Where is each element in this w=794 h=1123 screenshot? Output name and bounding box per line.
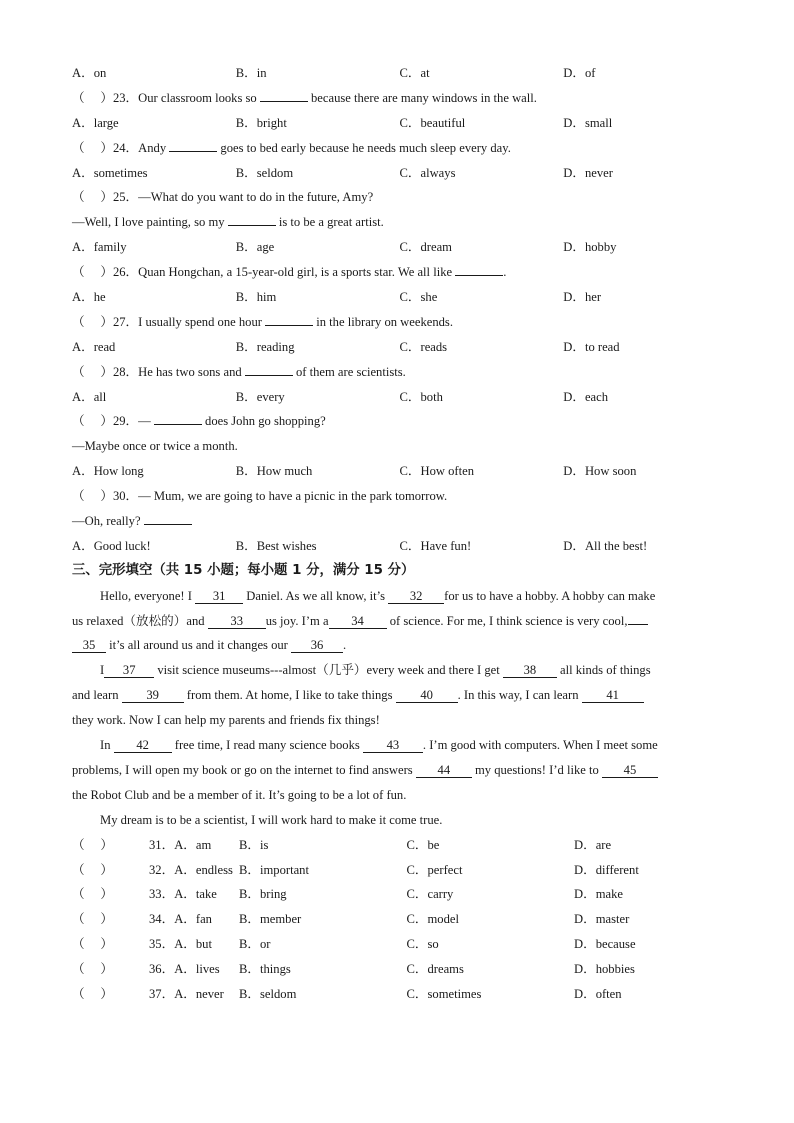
question-30	[72, 484, 727, 509]
option-b: B．bright	[235, 115, 287, 130]
option-d: D．never	[563, 165, 613, 180]
q27-options	[72, 335, 727, 360]
question-text: does John go shopping?	[201, 414, 326, 429]
q24-options	[72, 161, 727, 186]
blank-number: 42	[114, 738, 172, 753]
cloze-text: . In this way, I can learn	[457, 688, 582, 703]
choice-row-34	[72, 907, 727, 932]
blank-number: 31	[195, 589, 243, 604]
question-text: 28．He has two sons and	[112, 364, 245, 379]
option-d: D．because	[574, 937, 636, 952]
option-d: D．hobby	[563, 240, 617, 255]
question-text: 25．—What do you want to do in the future, Amy?	[112, 190, 374, 205]
cloze-text: In	[100, 738, 114, 753]
blank-number: 33	[208, 614, 266, 629]
answer-paren[interactable]: （ ）	[72, 962, 113, 977]
blank-number: 39	[122, 688, 184, 703]
blank-number: 44	[416, 763, 472, 778]
cloze-text: they work. Now I can help my parents and friends fix things!	[72, 713, 380, 728]
option-b: B．member	[239, 912, 302, 927]
cloze-text: from them. At home, I like to take things	[183, 688, 396, 703]
cloze-line	[72, 708, 727, 733]
option-d: D．small	[563, 115, 613, 130]
cloze-text: the Robot Club and be a member of it. It’s going to be a lot of fun.	[72, 787, 407, 802]
blank-number: 45	[602, 763, 658, 778]
question-29	[72, 409, 727, 434]
option-a: A．he	[72, 290, 106, 305]
answer-paren[interactable]: （ ）	[72, 414, 113, 429]
question-27	[72, 310, 727, 335]
cloze-line	[72, 758, 727, 783]
question-text: 24．Andy	[112, 140, 170, 155]
choice-row-37	[72, 982, 727, 1007]
question-text: 30．— Mum, we are going to have a picnic in the park tomorrow.	[112, 489, 448, 504]
question-30-reply	[72, 509, 727, 534]
question-text: —Well, I love painting, so my	[72, 215, 228, 230]
blank	[628, 624, 648, 625]
option-d: D．All the best!	[563, 538, 648, 553]
option-b: B．Best wishes	[235, 538, 317, 553]
question-26	[72, 260, 727, 285]
blank	[455, 275, 503, 276]
option-a: A．all	[72, 389, 107, 404]
q29-options	[72, 459, 727, 484]
question-text: of them are scientists.	[292, 364, 406, 379]
answer-paren[interactable]: （ ）	[72, 314, 113, 329]
option-c: C．beautiful	[399, 115, 466, 130]
question-text: —Maybe once or twice a month.	[72, 439, 238, 454]
blank	[154, 424, 202, 425]
option-c: C．always	[399, 165, 456, 180]
q25-options	[72, 235, 727, 260]
question-25	[72, 185, 727, 210]
cloze-text: I	[100, 663, 105, 678]
option-c: C．sometimes	[406, 986, 482, 1001]
choice-row-35	[72, 932, 727, 957]
answer-paren[interactable]: （ ）	[72, 986, 113, 1001]
question-text: 26．Quan Hongchan, a 15-year-old girl, is a sports star. We all like	[112, 265, 456, 280]
choice-row-31	[72, 833, 727, 858]
option-a: A．Good luck!	[72, 538, 151, 553]
question-text: .	[503, 265, 507, 280]
option-c: C．How often	[399, 464, 475, 479]
option-a: 34．A．fan	[149, 912, 212, 927]
option-b: B．seldom	[239, 986, 297, 1001]
option-a: 31．A．am	[149, 837, 212, 852]
answer-paren[interactable]: （ ）	[72, 140, 113, 155]
question-text: —Oh, really?	[72, 514, 144, 529]
option-a: 37．A．never	[149, 986, 224, 1001]
cloze-line: My dream is to be a scientist, I will work hard to make it come true.	[100, 812, 443, 827]
answer-paren[interactable]: （ ）	[72, 489, 113, 504]
cloze-line	[72, 683, 727, 708]
answer-paren[interactable]: （ ）	[72, 937, 113, 952]
option-d: D．often	[574, 986, 622, 1001]
blank-number: 32	[388, 589, 444, 604]
blank-number: 40	[396, 688, 458, 703]
cloze-line	[72, 609, 727, 634]
cloze-text: Hello, everyone! I	[100, 588, 196, 603]
choice-row-33	[72, 882, 727, 907]
cloze-text: free time, I read many science books	[171, 738, 363, 753]
option-a: 33．A．take	[149, 887, 217, 902]
question-text: is to be a great artist.	[275, 215, 384, 230]
cloze-text: it’s all around us and it changes our	[106, 638, 292, 653]
cloze-text: problems, I will open my book or go on the internet to find answers	[72, 762, 416, 777]
blank	[245, 375, 293, 376]
option-d: D．hobbies	[574, 962, 635, 977]
cloze-text: of science. For me, I think science is very cool,	[386, 613, 628, 628]
option-b: B．things	[239, 962, 291, 977]
question-29-reply	[72, 434, 727, 459]
option-d: D．How soon	[563, 464, 637, 479]
q23-options	[72, 111, 727, 136]
blank-number: 41	[582, 688, 644, 703]
option-b: B．bring	[239, 887, 287, 902]
cloze-text: us joy. I’m a	[265, 613, 329, 628]
option-c: C．so	[406, 937, 439, 952]
answer-paren[interactable]: （ ）	[72, 265, 113, 280]
option-c: C．Have fun!	[399, 538, 472, 553]
blank-number: 34	[329, 614, 387, 629]
option-a: A．on	[72, 66, 107, 80]
cloze-text: and learn	[72, 688, 122, 703]
option-d: D．make	[574, 887, 623, 902]
cloze-text: us relaxed（放松的）and	[72, 613, 208, 628]
answer-paren[interactable]: （ ）	[72, 364, 113, 379]
blank	[265, 325, 313, 326]
question-text: 23．Our classroom looks so	[112, 90, 260, 105]
option-c: C．reads	[399, 339, 448, 354]
question-24	[72, 136, 727, 161]
cloze-text: visit science museums---almost（几乎）every week and there I get	[154, 663, 503, 678]
answer-paren[interactable]: （ ）	[72, 887, 113, 902]
blank-number: 35	[72, 638, 106, 653]
option-c: C．model	[406, 912, 459, 927]
blank-number: 38	[503, 663, 557, 678]
blank-number: 43	[363, 738, 423, 753]
q22-options	[72, 61, 727, 86]
question-text: 27．I usually spend one hour	[112, 314, 266, 329]
option-a: 36．A．lives	[149, 962, 220, 977]
option-b: B．age	[235, 240, 275, 255]
answer-paren[interactable]: （ ）	[72, 912, 113, 927]
cloze-line	[72, 783, 727, 808]
option-c: C．at	[399, 66, 430, 80]
answer-paren[interactable]: （ ）	[72, 862, 113, 877]
option-b: B．How much	[235, 464, 313, 479]
question-text: 29．—	[112, 414, 154, 429]
option-b: B．in	[235, 66, 267, 80]
option-c: C．be	[406, 837, 440, 852]
option-b: B．seldom	[235, 165, 294, 180]
exam-page	[72, 61, 727, 1007]
option-d: D．are	[574, 837, 612, 852]
cloze-line	[72, 658, 727, 683]
option-a: A．How long	[72, 464, 144, 479]
choice-row-32	[72, 858, 727, 883]
cloze-text: Daniel. As we all know, it’s	[243, 588, 389, 603]
option-b: B．is	[239, 837, 269, 852]
q30-options	[72, 534, 727, 559]
option-d: D．different	[574, 862, 639, 877]
cloze-line	[72, 733, 727, 758]
question-text: in the library on weekends.	[313, 314, 453, 329]
cloze-text: my questions! I’d like to	[471, 762, 602, 777]
answer-paren[interactable]: （ ）	[72, 190, 113, 205]
question-28	[72, 360, 727, 385]
option-b: B．every	[235, 389, 285, 404]
blank-number: 36	[291, 638, 343, 653]
option-c: C．perfect	[406, 862, 463, 877]
question-23	[72, 86, 727, 111]
option-b: B．important	[239, 862, 309, 877]
question-text: goes to bed early because he needs much sleep every day.	[217, 140, 511, 155]
option-c: C．both	[399, 389, 443, 404]
option-d: D．master	[574, 912, 630, 927]
option-a: A．sometimes	[72, 165, 148, 180]
cloze-line	[72, 584, 727, 609]
option-a: A．large	[72, 115, 119, 130]
option-c: C．dreams	[406, 962, 464, 977]
cloze-text: . I’m good with computers. When I meet some	[422, 738, 658, 753]
cloze-text: .	[343, 638, 347, 653]
option-b: B．reading	[235, 339, 295, 354]
choice-row-36	[72, 957, 727, 982]
blank	[260, 101, 308, 102]
option-d: D．to read	[563, 339, 620, 354]
cloze-text: all kinds of things	[556, 663, 651, 678]
blank	[228, 225, 276, 226]
answer-paren[interactable]: （ ）	[72, 90, 113, 105]
option-d: D．of	[563, 66, 596, 80]
option-c: C．carry	[406, 887, 454, 902]
q26-options	[72, 285, 727, 310]
option-d: D．her	[563, 290, 602, 305]
blank	[169, 151, 217, 152]
cloze-text: for us to have a hobby. A hobby can make	[444, 588, 656, 603]
blank-number: 37	[104, 663, 154, 678]
q28-options	[72, 385, 727, 410]
option-a: 35．A．but	[149, 937, 212, 952]
option-c: C．dream	[399, 240, 452, 255]
option-a: 32．A．endless	[149, 862, 233, 877]
option-a: A．family	[72, 240, 127, 255]
section-heading-cloze: 三、完形填空（共 15 小题；每小题 1 分，满分 15 分）	[72, 562, 415, 578]
question-text: because there are many windows in the wall.	[307, 90, 537, 105]
cloze-line	[72, 633, 727, 658]
option-b: B．or	[239, 937, 271, 952]
option-a: A．read	[72, 339, 116, 354]
option-c: C．she	[399, 290, 438, 305]
question-25-reply	[72, 210, 727, 235]
blank	[144, 524, 192, 525]
option-d: D．each	[563, 389, 609, 404]
option-b: B．him	[235, 290, 277, 305]
answer-paren[interactable]: （ ）	[72, 837, 113, 852]
